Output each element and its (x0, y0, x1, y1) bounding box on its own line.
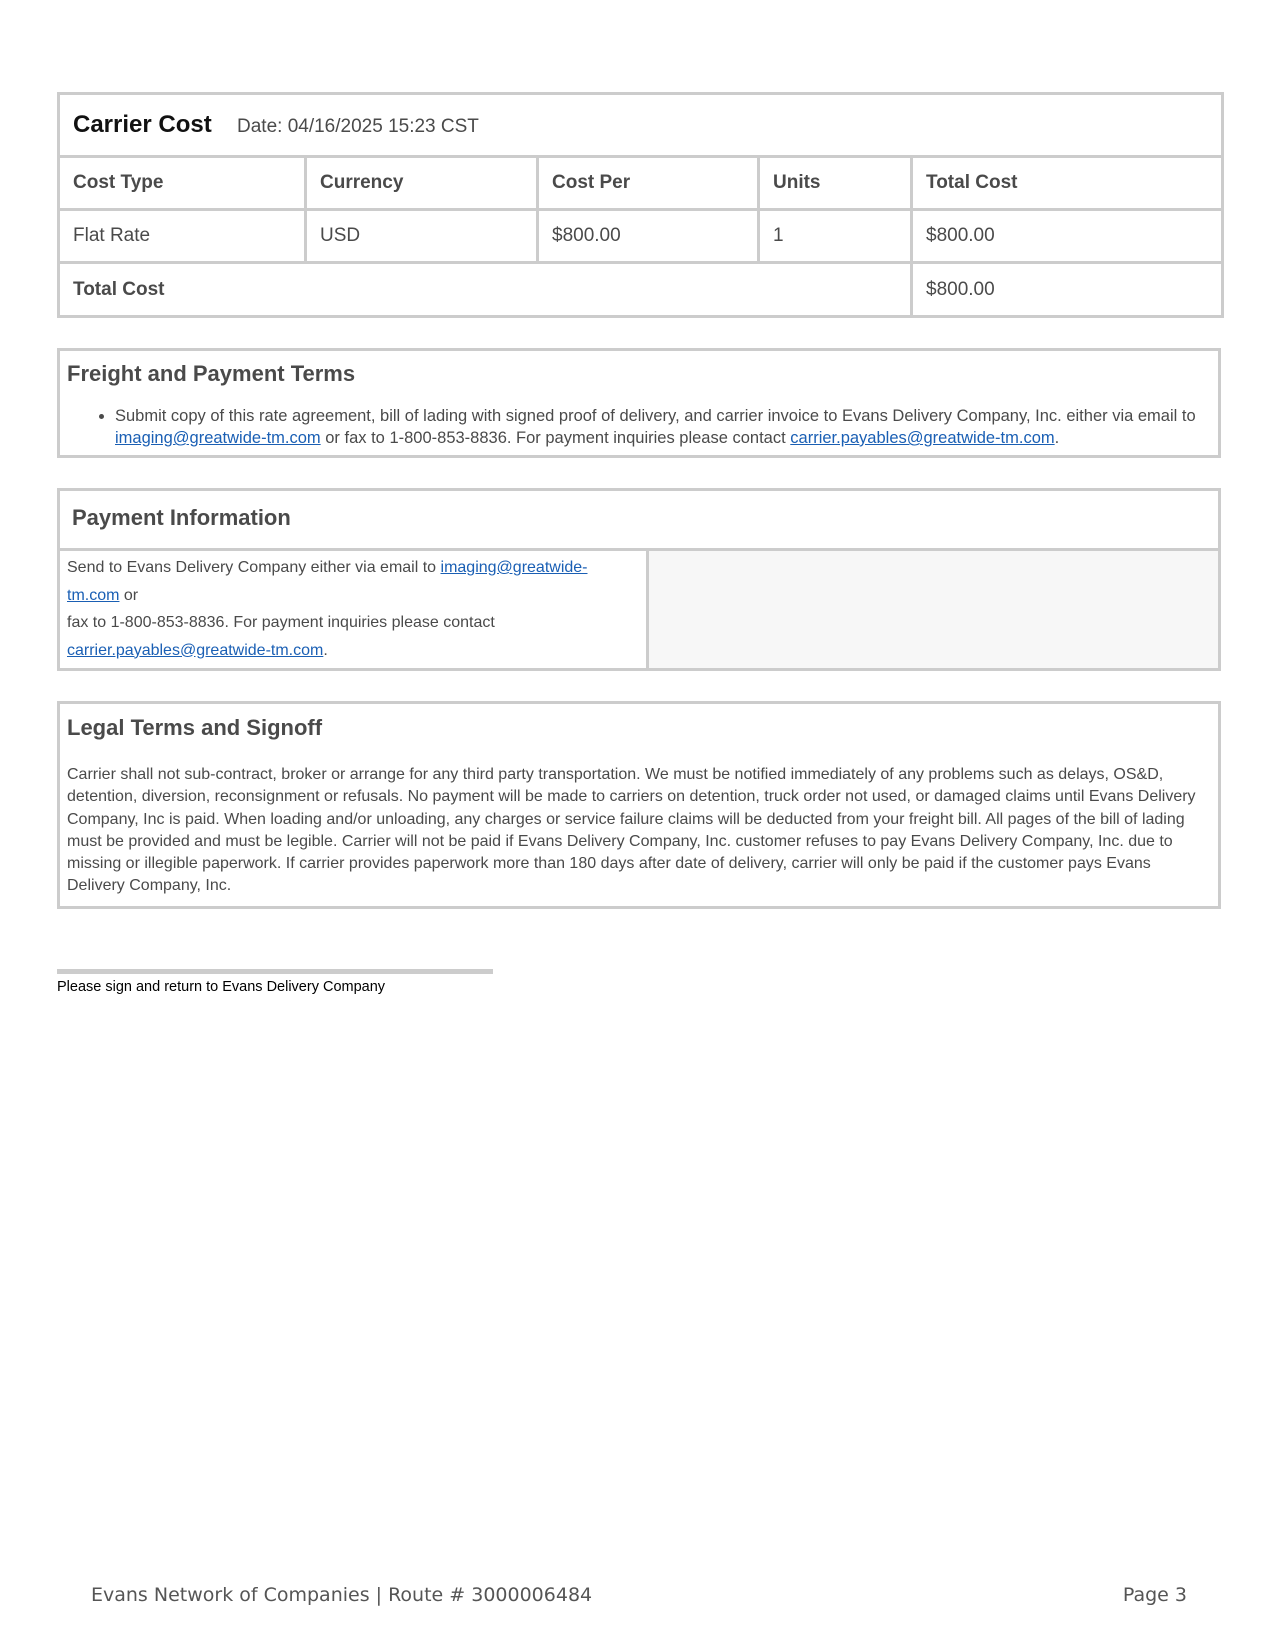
carrier-cost-table (57, 92, 1224, 318)
document-page (57, 92, 1221, 995)
payment-info-title: Payment Information (72, 505, 291, 530)
payment-text-1: Send to Evans Delivery Company either via email to (67, 559, 437, 576)
col-header-currency: Currency (306, 157, 538, 210)
footer-page-number: Page 3 (1122, 1584, 1187, 1606)
payment-info-header (60, 491, 1218, 551)
cell-units: 1 (759, 210, 912, 263)
freight-terms-title: Freight and Payment Terms (67, 361, 356, 386)
freight-text-3: . (1054, 429, 1060, 447)
payment-imaging-email-link[interactable]: imaging@greatwide-tm.com (67, 559, 588, 604)
payment-info-section (57, 488, 1221, 671)
payment-info-body (60, 551, 1218, 668)
carrier-cost-date: Date: 04/16/2025 15:23 CST (237, 116, 479, 137)
payment-text-4: . (323, 641, 328, 659)
legal-terms-title: Legal Terms and Signoff (67, 715, 323, 740)
payment-text-3: fax to 1-800-853-8836. For payment inquiries please contact (67, 614, 495, 631)
imaging-email-link[interactable]: imaging@greatwide-tm.com (115, 429, 321, 447)
total-label: Total Cost (59, 263, 912, 317)
col-header-total-cost: Total Cost (912, 157, 1223, 210)
list-item (115, 405, 1211, 449)
col-header-cost-type: Cost Type (59, 157, 306, 210)
total-row (59, 263, 1223, 317)
col-header-units: Units (759, 157, 912, 210)
col-header-cost-per: Cost Per (538, 157, 759, 210)
freight-text-2: or fax to 1-800-853-8836. For payment inquiries please contact (325, 429, 786, 447)
freight-terms-list (67, 405, 1211, 449)
payment-payables-email-link[interactable]: carrier.payables@greatwide-tm.com (67, 641, 324, 659)
cell-total-cost: $800.00 (912, 210, 1223, 263)
signature-line (57, 969, 493, 974)
payment-info-blank-cell (649, 551, 1218, 668)
legal-terms-body: Carrier shall not sub-contract, broker or arrange for any third party transportation. We must be notified immediately of any problems such as delays, OS&D, detention, diversion, reconsignment or refusals. No payment will be made to carriers on detention, truck order not used, or damaged claims until Evans Delivery Company, Inc is paid. When loading and/or unloading, any charges or service failure claims will be deducted from your freight bill. All pages of the bill of lading must be provided and must be legible. Carrier will not be paid if Evans Delivery Company, Inc. customer refuses to pay Evans Delivery Company, Inc. due to missing or illegible paperwork. If carrier provides paperwork more than 180 days after date of delivery, carrier will only be paid if the customer pays Evans Delivery Company, Inc. (67, 766, 1196, 895)
freight-terms-section (57, 348, 1221, 458)
payment-info-text (60, 551, 649, 668)
cell-currency: USD (306, 210, 538, 263)
total-value: $800.00 (912, 263, 1223, 317)
payment-text-2: or (123, 586, 139, 604)
cell-cost-type: Flat Rate (59, 210, 306, 263)
payables-email-link[interactable]: carrier.payables@greatwide-tm.com (790, 429, 1055, 447)
footer-route: Evans Network of Companies | Route # 3000006484 (91, 1584, 593, 1606)
carrier-cost-header (59, 94, 1223, 157)
legal-terms-section (57, 701, 1221, 909)
signature-instruction: Please sign and return to Evans Delivery Company (57, 978, 386, 995)
carrier-cost-title: Carrier Cost (73, 111, 212, 138)
table-header-row (59, 157, 1223, 210)
cell-cost-per: $800.00 (538, 210, 759, 263)
freight-text-1: Submit copy of this rate agreement, bill of lading with signed proof of delivery, and carrier invoice to Evans Delivery Company, Inc. either via email to (115, 407, 1196, 425)
table-row (59, 210, 1223, 263)
